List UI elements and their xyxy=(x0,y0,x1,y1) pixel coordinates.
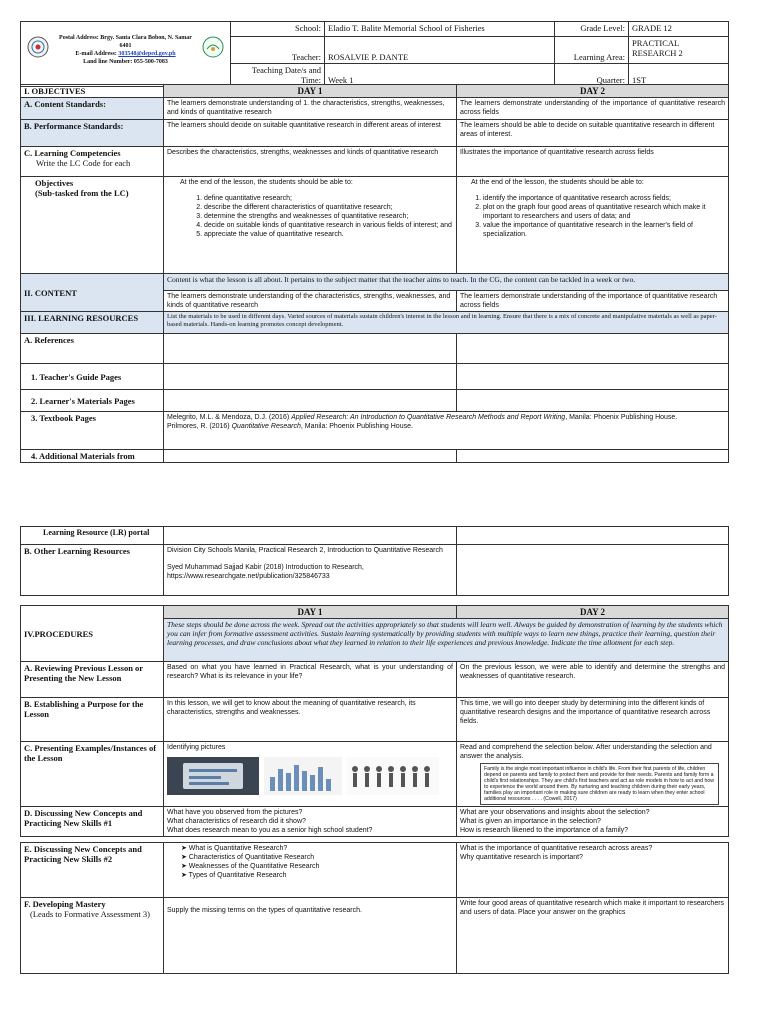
procedures-table xyxy=(20,605,729,837)
procedures-section xyxy=(20,605,728,837)
email-line: E-mail Address: 303548@deped.gov.ph xyxy=(75,51,176,57)
school-value: Eladio T. Balite Memorial School of Fisheries xyxy=(325,22,555,37)
learners-materials-label: 2. Learner's Materials Pages xyxy=(21,390,164,412)
objective-item: 2. describe the different characteristics of quantitative research; xyxy=(204,203,453,212)
objective-item: 3. determine the strengths and weaknesses of quantitative research; xyxy=(204,212,453,221)
procedure-b-label: B. Establishing a Purpose for the Lesson xyxy=(21,698,164,742)
competencies-day1: Describes the characteristics, strengths, weaknesses and kinds of quantitative research xyxy=(164,147,457,177)
objectives-table xyxy=(20,84,729,463)
tablet-chart-picture xyxy=(167,757,259,795)
content-label: II. CONTENT xyxy=(21,274,164,312)
content-standards-day1: The learners demonstrate understanding of 1. the characteristics, strengths, weaknesses, and kinds of quantitative research xyxy=(164,98,457,120)
lr-portal-label: Learning Resource (LR) portal xyxy=(21,527,164,545)
other-resources-table xyxy=(20,526,729,596)
dates-value: Week 1 xyxy=(325,64,555,87)
objective-item: 4. decide on suitable kinds of quantitative research in various fields of interest; and xyxy=(204,221,453,230)
teacher-value: ROSALVIE P. DANTE xyxy=(325,37,555,64)
procedures-note: These steps should be done across the week. Spread out the activities appropriately so that students will learn well. Always be guided by demonstration of learning by the students which you can infer from formative assessment activities. Sustain learning systematically by providing students with multiple ways to learn new things, practice their learning, question their learning processes, and draw conclusions about what they learned in relation to their life experiences and previous knowledge. Indicate the time allotment for each step. xyxy=(164,619,729,662)
deped-logo xyxy=(27,36,49,58)
data-chart-picture xyxy=(264,757,342,795)
objectives-day2-list xyxy=(471,194,725,239)
references-label: A. References xyxy=(21,334,164,364)
objective-item: 1. identify the importance of quantitative research across fields; xyxy=(483,194,725,203)
content-day1: The learners demonstrate understanding of the characteristics, strengths, weaknesses, and kinds of quantitative research xyxy=(164,291,457,312)
objectives-day2: At the end of the lesson, the students should be able to: 1. identify the importance of quantitative research across fields; 2. plot on the graph four good areas of quantitative research which make it important to researchers and users of data; and 3. value the importance of quantitative research in the learner's field of specialization. xyxy=(457,177,729,274)
topic-item: ➤ Characteristics of Quantitative Research xyxy=(181,854,315,861)
school-label: School: xyxy=(231,22,325,37)
procedure-e-day1 xyxy=(164,843,457,898)
procedure-c-day2: Read and comprehend the selection below. After understanding the selection and answer the analysis. Family is the single most important influence in child's life. From their first parents of life, children depend on parents and family to protect them and provide for their needs. Parents and family form a child's first relationships. They are child's first teachers and act as role models in how to act and how to experience the world around them. By nurturing and teaching children during their early years, families play an important role in making sure children are ready to learn when they enter school additional resources . . . . (Cowell, 2017) xyxy=(457,742,729,807)
procedure-d-day1 xyxy=(164,807,457,837)
textbook-pages-label: 3. Textbook Pages xyxy=(21,412,164,450)
objective-item: 3. value the importance of quantitative research in the learner's field of specialization. xyxy=(483,221,725,239)
procedure-d-label: D. Discussing New Concepts and Practicing New Skills #1 xyxy=(21,807,164,837)
landline: Land line Number: 055-500-7083 xyxy=(83,59,168,65)
procedures-section-2 xyxy=(20,842,728,974)
competencies-label: C. Learning Competencies Write the LC Code for each xyxy=(21,147,164,177)
resources-note: List the materials to be used in different days. Varied sources of materials sustain children's interest in the lesson and in learning. Ensure that there is a mix of concrete and manipulative materials as well as paper-based materials. Hands-on learning promotes concept development. xyxy=(164,312,729,334)
school-seal-logo xyxy=(202,36,224,58)
quarter-label: Quarter: xyxy=(555,64,629,87)
objectives-section xyxy=(20,84,728,463)
objective-item: 1. define quantitative research; xyxy=(204,194,453,203)
procedure-f-sub: (Leads to Formative Assessment 3) xyxy=(30,909,150,919)
procedure-f-label: F. Developing Mastery (Leads to Formative Assessment 3) xyxy=(21,898,164,974)
people-figures-picture xyxy=(347,757,439,795)
header-section xyxy=(20,21,728,87)
day1-header: DAY 1 xyxy=(164,85,457,98)
resources-label: III. LEARNING RESOURCES xyxy=(21,312,164,334)
procedures-table-2 xyxy=(20,842,729,974)
procedure-d-day2 xyxy=(457,807,729,837)
example-pictures xyxy=(167,757,453,795)
additional-materials-label: 4. Additional Materials from xyxy=(21,450,164,463)
day2-header: DAY 2 xyxy=(457,85,729,98)
question-item: What have you observed from the pictures? xyxy=(167,809,303,816)
objectives-day1: At the end of the lesson, the students should be able to: 1. define quantitative research; 2. describe the different characteristics of quantitative research; 3. determine the strengths and weaknesses of quantitative research; 4. decide on suitable kinds of quantitative research in various fields of interest; and 5. appreciate the value of quantitative research. xyxy=(164,177,457,274)
postal-address: Postal Address: Brgy. Santa Clara Bobon, N. Samar 6401 xyxy=(59,35,192,49)
content-standards-label: A. Content Standards: xyxy=(21,98,164,120)
procedure-c-day1: Identifying pictures xyxy=(164,742,457,807)
procedure-f-day2: Write four good areas of quantitative research which make it important to researchers and users of data. Place your answer on the graphics xyxy=(457,898,729,974)
question-item: What does research mean to you as a senior high school student? xyxy=(167,827,373,834)
other-resources-day1: Division City Schools Manila, Practical Research 2, Introduction to Quantitative Research Syed Muhammad Sajjad Kabir (2018) Introduction to Research, https://www.researchgate.net/publication/325846733 xyxy=(164,545,457,596)
header-table xyxy=(20,21,729,87)
teacher-label: Teacher: xyxy=(231,37,325,64)
competencies-day2: Illustrates the importance of quantitative research across fields xyxy=(457,147,729,177)
objective-item: 5. appreciate the value of quantitative research. xyxy=(204,230,453,239)
grade-label: Grade Level: xyxy=(555,22,629,37)
question-item: What is the importance of quantitative research across areas? xyxy=(460,845,653,852)
procedures-day1-header: DAY 1 xyxy=(164,606,457,619)
performance-standards-label: B. Performance Standards: xyxy=(21,120,164,147)
procedure-f-day1: Supply the missing terms on the types of quantitative research. xyxy=(164,898,457,974)
textbook-pages-day1: Melegrito, M.L. & Mendoza, D.J. (2016) Applied Research: An Introduction to Quantitative Research Methods and Report Writing, Manila: Phoenix Publishing House. Prilmores, R. (2016) Quantitative Research, Manila: Phoenix Publishing House. xyxy=(164,412,729,450)
procedure-b-day1: In this lesson, we will get to know about the meaning of quantitative research, its characteristics, strengths and weaknesses. xyxy=(164,698,457,742)
objectives-day1-list xyxy=(180,194,453,239)
teachers-guide-label: 1. Teacher's Guide Pages xyxy=(21,364,164,390)
topic-item: ➤ Weaknesses of the Quantitative Research xyxy=(181,863,320,870)
reading-passage: Family is the single most important influence in child's life. From their first parents of life, children depend on parents and family to protect them and provide for their needs. Parents and family form a child's first relationships. They are child's first teachers and act as role models in how to act and how to experience the world around them. By nurturing and teaching children during their early years, families play an important role in making sure children are ready to learn when they enter school additional resources . . . . (Cowell, 2017) xyxy=(480,763,719,805)
question-item: What are your observations and insights about the selection? xyxy=(460,809,650,816)
content-note: Content is what the lesson is all about. It pertains to the subject matter that the teacher aims to teach. In the CG, the content can be tackled in a week or two. xyxy=(164,274,729,291)
procedure-a-day1: Based on what you have learned in Practical Research, what is your understanding of research? What is its relevance in your life? xyxy=(164,662,457,698)
procedure-a-day2: On the previous lesson, we were able to identify and determine the strengths and weaknesses of quantitative research. xyxy=(457,662,729,698)
grade-value: GRADE 12 xyxy=(629,22,729,37)
procedures-day2-header: DAY 2 xyxy=(457,606,729,619)
question-item: What is given an importance in the selection? xyxy=(460,818,601,825)
other-resources-section xyxy=(20,526,728,596)
topic-item: ➤ Types of Quantitative Research xyxy=(181,872,287,879)
objectives-label: Objectives (Sub-tasked from the LC) xyxy=(21,177,164,274)
dates-label: Teaching Date/s and Time: xyxy=(231,64,325,87)
objective-item: 2. plot on the graph four good areas of quantitative research which make it important to researchers and users of data; and xyxy=(483,203,725,221)
objectives-title: I. OBJECTIVES xyxy=(21,85,164,98)
area-value: PRACTICAL RESEARCH 2 xyxy=(629,37,729,64)
quarter-value: 1ST xyxy=(629,64,729,87)
competencies-sub: Write the LC Code for each xyxy=(36,158,131,168)
area-label: Learning Area: xyxy=(555,37,629,64)
procedure-e-day2 xyxy=(457,843,729,898)
performance-standards-day2: The learners should be able to decide on suitable quantitative research in different areas of interest. xyxy=(457,120,729,147)
other-resources-label: B. Other Learning Resources xyxy=(21,545,164,596)
procedure-a-label: A. Reviewing Previous Lesson or Presenting the New Lesson xyxy=(21,662,164,698)
question-item: What characteristics of research did it show? xyxy=(167,818,306,825)
school-info-block xyxy=(21,22,231,87)
question-item: How is research likened to the importance of a family? xyxy=(460,827,629,834)
email-link[interactable]: 303548@deped.gov.ph xyxy=(118,51,176,57)
topic-item: ➤ What is Quantitative Research? xyxy=(181,845,288,852)
procedure-c-label: C. Presenting Examples/Instances of the Lesson xyxy=(21,742,164,807)
performance-standards-day1: The learners should decide on suitable quantitative research in different areas of interest xyxy=(164,120,457,147)
content-day2: The learners demonstrate understanding of the importance of quantitative research across fields xyxy=(457,291,729,312)
content-standards-day2: The learners demonstrate understanding of the importance of quantitative research across fields xyxy=(457,98,729,120)
question-item: Why quantitative research is important? xyxy=(460,854,583,861)
procedures-label: IV.PROCEDURES xyxy=(21,606,164,662)
objectives-sub: (Sub-tasked from the LC) xyxy=(35,188,129,198)
procedure-b-day2: This time, we will go into deeper study by determining into the different kinds of quantitative research designs and the importance of quantitative research across fields. xyxy=(457,698,729,742)
procedure-e-list xyxy=(167,844,453,880)
procedure-e-label: E. Discussing New Concepts and Practicing New Skills #2 xyxy=(21,843,164,898)
